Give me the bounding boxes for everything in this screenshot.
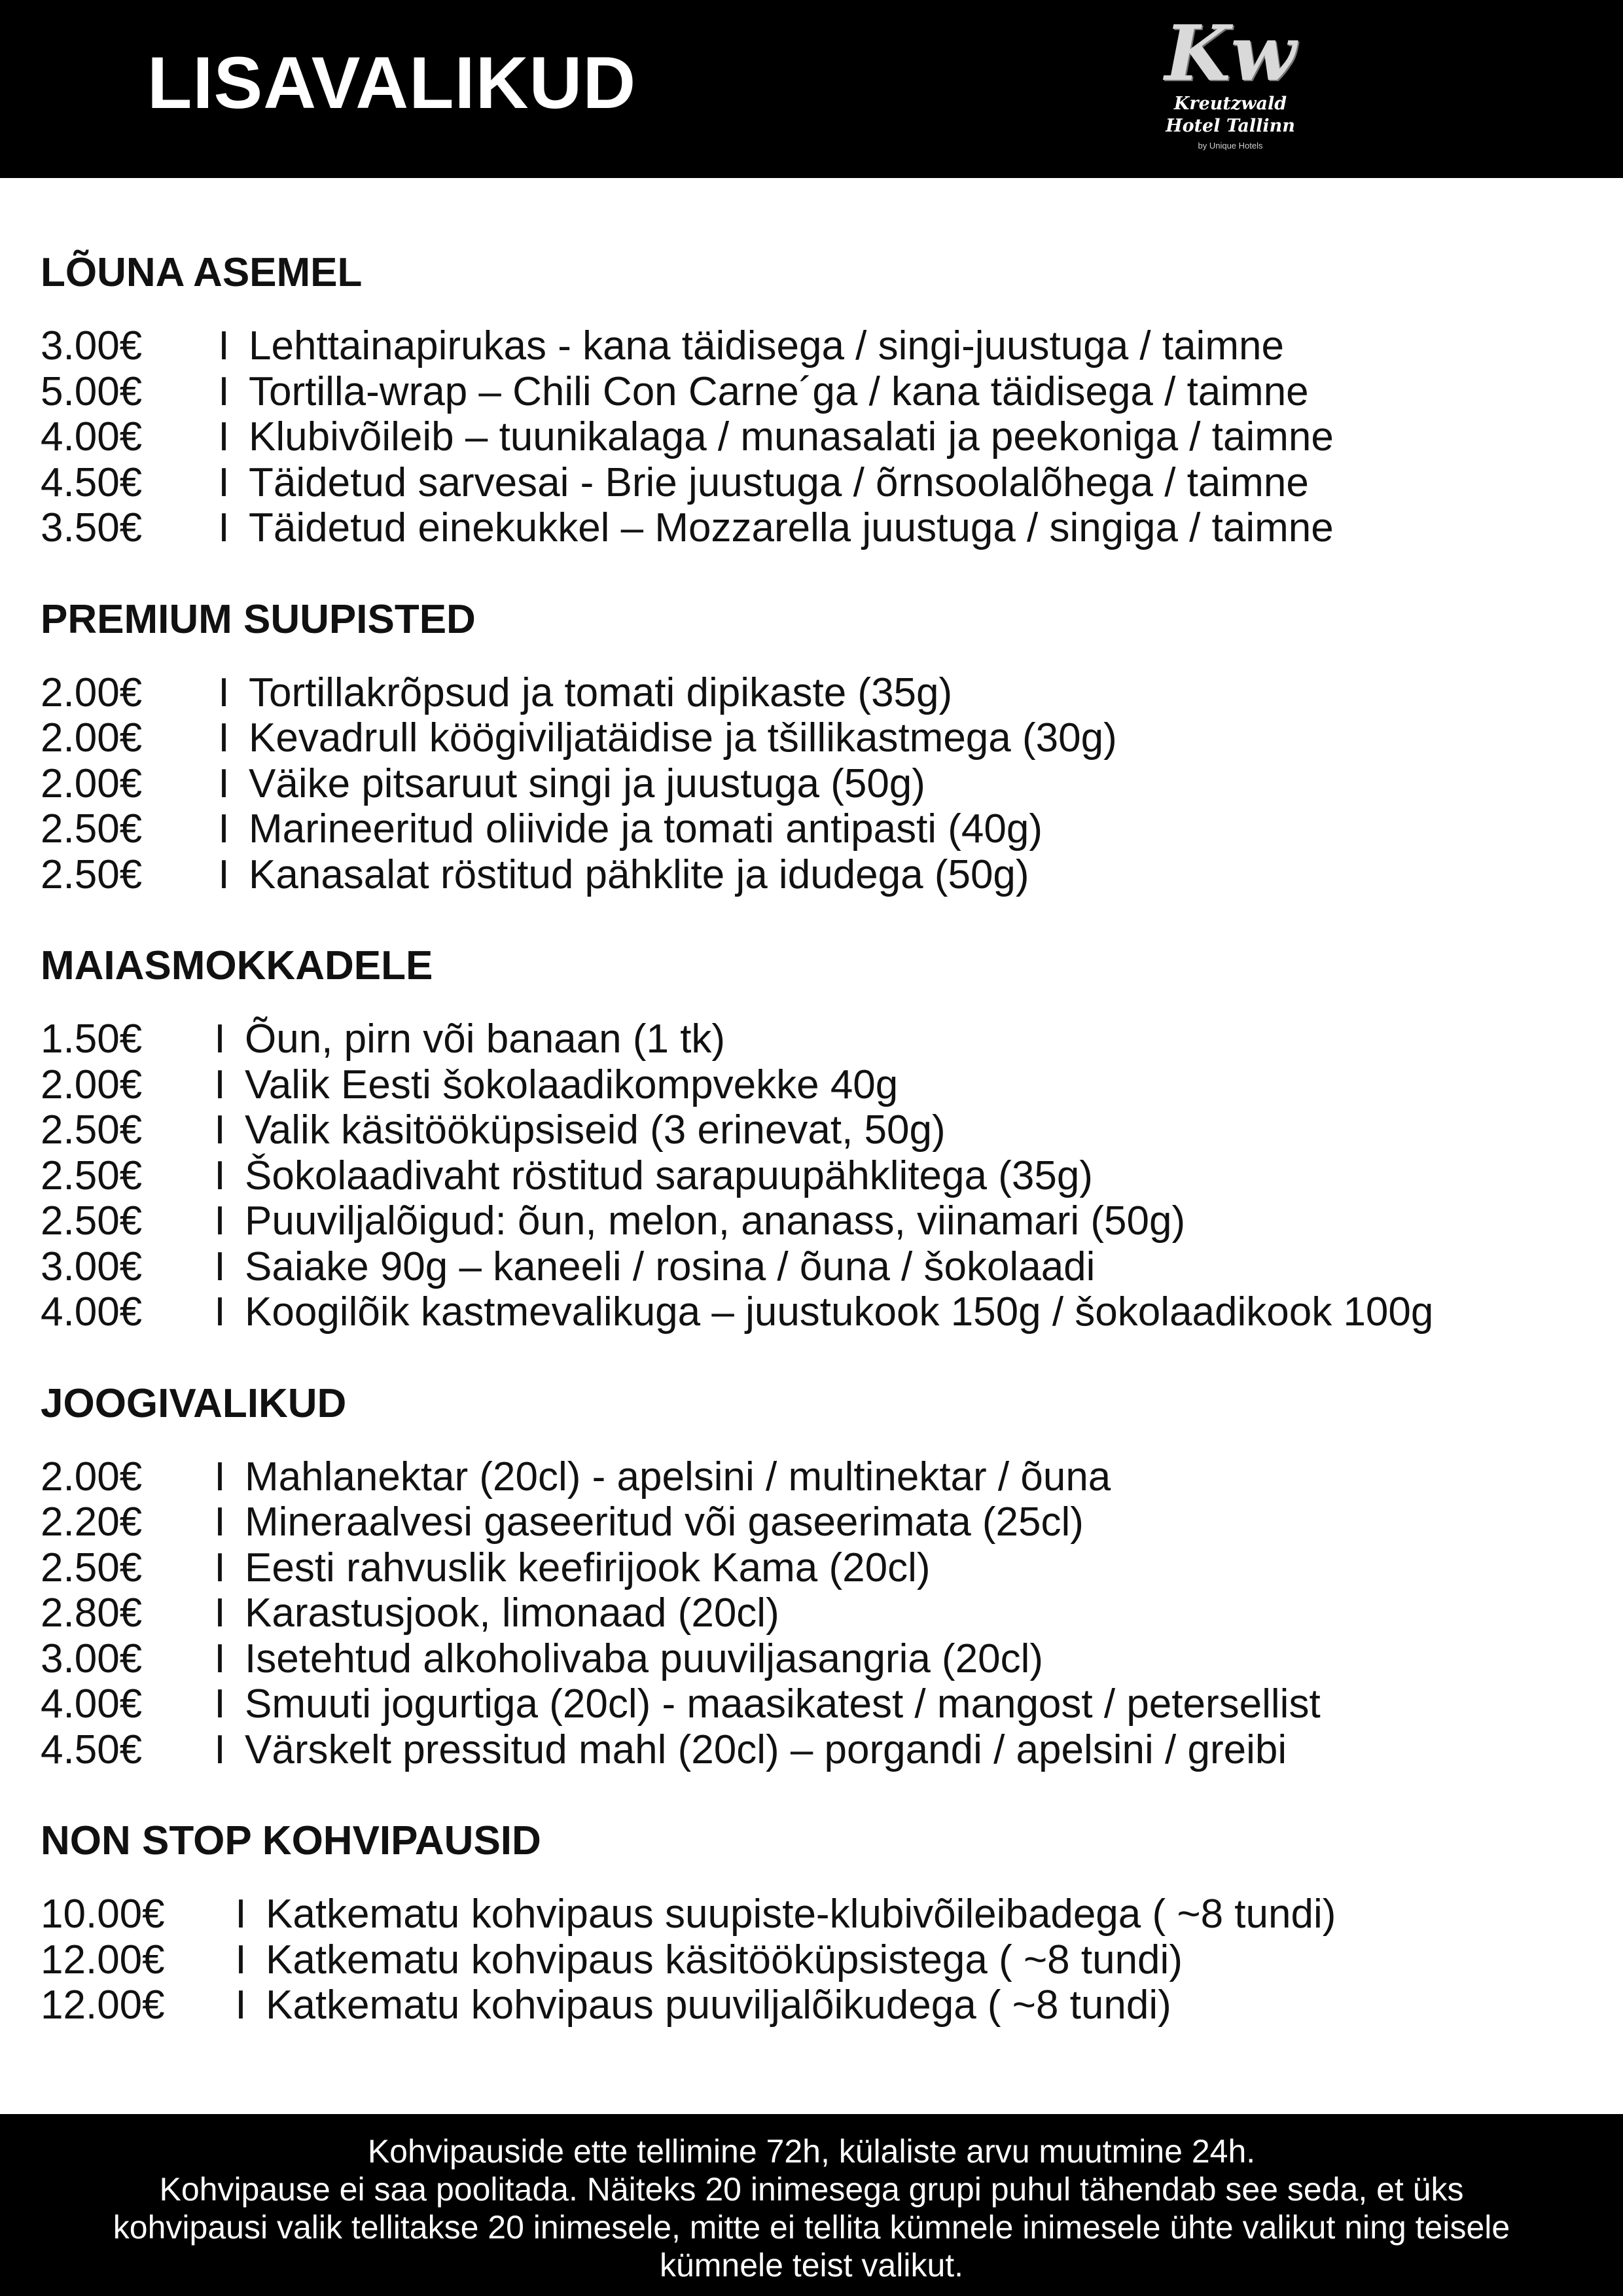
menu-item	[41, 1545, 1605, 1591]
item-price: 5.00€	[41, 368, 143, 414]
menu-item	[41, 1636, 1605, 1682]
item-description: Tortillakrõpsud ja tomati dipikaste (35g)	[249, 670, 953, 715]
item-separator: I	[218, 806, 230, 852]
item-price: 10.00€	[41, 1892, 165, 1937]
logo-monogram: Kw	[1164, 9, 1296, 98]
item-description: Katkematu kohvipaus käsitööküpsistega ( ~8 tundi)	[266, 1937, 1183, 1982]
footer-line: kohvipausi valik tellitakse 20 inimesele, mitte ei tellita kümnele inimesele ühte valikut ning teisele	[113, 2209, 1510, 2246]
item-description: Puuviljalõigud: õun, melon, ananass, viinamari (50g)	[245, 1198, 1186, 1244]
item-description: Eesti rahvuslik keefirijook Kama (20cl)	[245, 1545, 931, 1590]
item-separator: I	[218, 505, 230, 550]
menu-item	[41, 852, 1605, 898]
menu-item	[41, 1590, 1605, 1636]
footer-line: kümnele teist valikut.	[659, 2247, 964, 2284]
item-price: 2.50€	[41, 852, 143, 897]
item-description: Isetehtud alkoholivaba puuviljasangria (20cl)	[245, 1636, 1044, 1681]
item-price: 2.20€	[41, 1499, 143, 1545]
item-description: Marineeritud oliivide ja tomati antipasti (40g)	[249, 806, 1043, 852]
item-price: 2.00€	[41, 670, 143, 715]
footer-bar	[0, 2114, 1623, 2296]
item-price: 2.50€	[41, 1153, 143, 1198]
menu-item	[41, 505, 1605, 551]
menu-item	[41, 1289, 1605, 1335]
menu-section	[41, 243, 1605, 551]
item-separator: I	[214, 1289, 226, 1335]
item-price: 3.00€	[41, 1244, 143, 1289]
item-separator: I	[214, 1153, 226, 1198]
menu-item	[41, 1107, 1605, 1153]
footer-line: Kohvipauside ette tellimine 72h, külaliste arvu muutmine 24h.	[367, 2133, 1256, 2170]
item-description: Täidetud sarvesai - Brie juustuga / õrnsoolalõhega / taimne	[249, 459, 1309, 505]
item-separator: I	[214, 1499, 226, 1545]
item-description: Smuuti jogurtiga (20cl) - maasikatest / mangost / petersellist	[245, 1681, 1321, 1727]
item-description: Katkematu kohvipaus puuviljalõikudega ( ~8 tundi)	[266, 1982, 1171, 2028]
item-description: Valik käsitööküpsiseid (3 erinevat, 50g)	[245, 1107, 946, 1153]
item-separator: I	[214, 1454, 226, 1499]
menu-section	[41, 937, 1605, 1335]
item-separator: I	[218, 368, 230, 414]
footer-line: Kohvipause ei saa poolitada. Näiteks 20 inimesega grupi puhul tähendab see seda, et üks	[159, 2171, 1464, 2208]
item-price: 2.50€	[41, 1545, 143, 1590]
menu-item	[41, 414, 1605, 460]
logo-byline: by Unique Hotels	[1198, 141, 1263, 151]
item-price: 2.00€	[41, 1062, 143, 1107]
section-title: LÕUNA ASEMEL	[41, 250, 363, 295]
menu-item	[41, 323, 1605, 369]
item-description: Väike pitsaruut singi ja juustuga (50g)	[249, 761, 925, 806]
item-price: 2.00€	[41, 715, 143, 761]
item-description: Lehttainapirukas - kana täidisega / singi-juustuga / taimne	[249, 323, 1284, 368]
item-description: Mineraalvesi gaseeritud või gaseerimata (25cl)	[245, 1499, 1084, 1545]
item-separator: I	[214, 1062, 226, 1107]
logo-name-line1: Kreutzwald	[1173, 94, 1287, 114]
item-price: 2.00€	[41, 761, 143, 806]
item-price: 1.50€	[41, 1016, 143, 1062]
menu-item	[41, 1982, 1605, 2028]
menu-item	[41, 1198, 1605, 1244]
section-title: JOOGIVALIKUD	[41, 1380, 347, 1426]
item-separator: I	[214, 1016, 226, 1062]
item-separator: I	[235, 1982, 247, 2028]
menu-section	[41, 1812, 1605, 2028]
item-price: 12.00€	[41, 1982, 165, 2028]
item-separator: I	[214, 1198, 226, 1244]
item-separator: I	[214, 1681, 226, 1727]
item-separator: I	[214, 1107, 226, 1153]
item-separator: I	[218, 852, 230, 897]
item-price: 2.00€	[41, 1454, 143, 1499]
menu-item	[41, 1153, 1605, 1199]
item-price: 4.00€	[41, 1289, 143, 1335]
item-price: 2.50€	[41, 806, 143, 852]
menu-item	[41, 1454, 1605, 1500]
item-description: Saiake 90g – kaneeli / rosina / õuna / šokolaadi	[245, 1244, 1096, 1289]
item-price: 4.50€	[41, 1727, 143, 1772]
menu-item	[41, 1892, 1605, 1937]
item-separator: I	[214, 1727, 226, 1772]
item-separator: I	[218, 459, 230, 505]
menu-item	[41, 1244, 1605, 1290]
item-description: Klubivõileib – tuunikalaga / munasalati ja peekoniga / taimne	[249, 414, 1334, 459]
item-price: 4.00€	[41, 1681, 143, 1727]
menu-item	[41, 1727, 1605, 1773]
menu-section	[41, 590, 1605, 898]
section-title: NON STOP KOHVIPAUSID	[41, 1818, 541, 1863]
item-description: Täidetud einekukkel – Mozzarella juustuga / singiga / taimne	[249, 505, 1334, 550]
item-description: Karastusjook, limonaad (20cl)	[245, 1590, 779, 1636]
item-price: 2.50€	[41, 1198, 143, 1244]
menu-item	[41, 715, 1605, 761]
item-separator: I	[214, 1545, 226, 1590]
item-separator: I	[214, 1636, 226, 1681]
page-title: LISAVALIKUD	[147, 42, 637, 124]
item-separator: I	[235, 1937, 247, 1982]
item-price: 4.00€	[41, 414, 143, 459]
menu-content	[41, 243, 1605, 2068]
footer-note	[26, 2132, 1597, 2284]
menu-item	[41, 1062, 1605, 1108]
item-price: 3.00€	[41, 1636, 143, 1681]
menu-item	[41, 369, 1605, 415]
menu-item	[41, 1937, 1605, 1983]
item-separator: I	[214, 1244, 226, 1289]
item-price: 3.00€	[41, 323, 143, 368]
header-bar	[0, 0, 1623, 178]
menu-item	[41, 670, 1605, 716]
section-title: PREMIUM SUUPISTED	[41, 596, 476, 642]
item-description: Katkematu kohvipaus suupiste-klubivõileibadega ( ~8 tundi)	[266, 1892, 1336, 1937]
item-description: Valik Eesti šokolaadikompvekke 40g	[245, 1062, 899, 1107]
item-separator: I	[218, 761, 230, 806]
item-separator: I	[214, 1590, 226, 1636]
logo-name-line2: Hotel Tallinn	[1166, 116, 1295, 136]
item-description: Mahlanektar (20cl) - apelsini / multinektar / õuna	[245, 1454, 1111, 1499]
item-description: Kanasalat röstitud pähklite ja idudega (50g)	[249, 852, 1029, 897]
item-price: 12.00€	[41, 1937, 165, 1982]
menu-item	[41, 1016, 1605, 1062]
section-title: MAIASMOKKADELE	[41, 943, 433, 988]
item-description: Šokolaadivaht röstitud sarapuupähklitega (35g)	[245, 1153, 1093, 1198]
hotel-logo	[1152, 9, 1309, 171]
item-description: Tortilla-wrap – Chili Con Carne´ga / kana täidisega / taimne	[249, 368, 1309, 414]
item-separator: I	[218, 670, 230, 715]
item-price: 4.50€	[41, 459, 143, 505]
menu-item	[41, 806, 1605, 852]
item-description: Värskelt pressitud mahl (20cl) – porgandi / apelsini / greibi	[245, 1727, 1287, 1772]
item-description: Koogilõik kastmevalikuga – juustukook 150g / šokolaadikook 100g	[245, 1289, 1434, 1335]
item-separator: I	[235, 1892, 247, 1937]
menu-item	[41, 761, 1605, 807]
item-separator: I	[218, 414, 230, 459]
menu-section	[41, 1374, 1605, 1773]
item-separator: I	[218, 715, 230, 761]
item-description: Kevadrull köögiviljatäidise ja tšillikastmega (30g)	[249, 715, 1117, 761]
menu-item	[41, 460, 1605, 506]
menu-item	[41, 1499, 1605, 1545]
item-price: 3.50€	[41, 505, 143, 550]
item-price: 2.80€	[41, 1590, 143, 1636]
menu-item	[41, 1681, 1605, 1727]
item-price: 2.50€	[41, 1107, 143, 1153]
item-separator: I	[218, 323, 230, 368]
item-description: Õun, pirn või banaan (1 tk)	[245, 1016, 726, 1062]
